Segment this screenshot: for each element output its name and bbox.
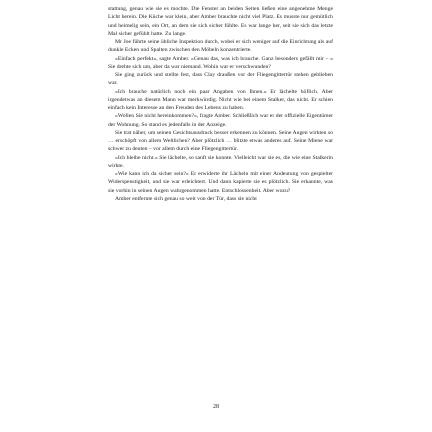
paragraph: »Ich brauche natürlich noch ein paar Angaben von Ihnen.« Er lächelte höflich. Aber irgendetwas an diesem Mann war merkwürdig. Nicht wie bei einem Stalker, das nicht. Er schien einfach kein Interesse an den Freuden des Lebens zu haben. [108, 88, 333, 111]
paragraph: »Wollen Sie nicht hereinkommen?«, fragte Amber. Schließlich war er der offizielle Eigentümer der Wohnung. So stand es jedenfalls in der Anzeige. [108, 113, 333, 128]
page-number: 28 [213, 404, 219, 410]
paragraph: stattung, genau wie sie es mochte. Die Fenster an beiden Seiten ließen eine angenehme Menge Licht herein. Die Küche war klein, aber Amber brauchte nicht viel Platz. Es musste nur gemütlich und heimelig sein, ein Ort, an dem sie sich sicher fühlte. Es war lange her, seit sie sich das letzte Mal sicher gefühlt hatte. Zu lange. [108, 6, 333, 37]
paragraph: Sie ging zurück und stellte fest, dass Clay draußen vor der Fliegengittertür stehen geblieben war. [108, 72, 333, 87]
paragraph: Mr Joe führte seine übliche Inspektion durch, wobei er sich weniger auf die Einrichtung als auf dunkle Ecken und Spalten zwischen den Möbeln konzentrierte. [108, 39, 333, 54]
paragraph: Sie trat näher, um seinen Gesichtsausdruck besser erkennen zu können. Seine Augen wirkten so … erschöpft von allem Weltlichen? Aber plötzlich … blitzte etwas anderes auf. Seine Miene war schwer zu deuten – vor allem durch eine Fliegengittertür. [108, 129, 333, 153]
paragraph: Amber entfernte sich genau so weit von der Tür, dass sie nicht [115, 195, 257, 202]
paragraph: »Ich bleibe nicht.« Sie lächelte, so sanft sie konnte. Vielleicht war sie es, die wie eine Stalkerin wirkte. [108, 154, 333, 169]
paragraph: »Einfach perfekt«, sagte Amber. »Genau das, was ich brauche. Ganz besonders gefällt mir – « Sie drehte sich um, aber da war niemand. Wohin war er verschwunden? [108, 55, 333, 70]
paragraph: »Wie kann ich da sicher sein?« Er erwiderte ihr Lächeln mit einer Andeutung von gespielter Widerspenstigkeit, und sie war erleichtert. Und dann kapierte sie es plötzlich. Sie erkannte, was sie vorhin in seinen Augen wahrgenommen hatte. Entschlossenheit. Aber wozu? [108, 171, 333, 194]
body-text [108, 5, 333, 203]
